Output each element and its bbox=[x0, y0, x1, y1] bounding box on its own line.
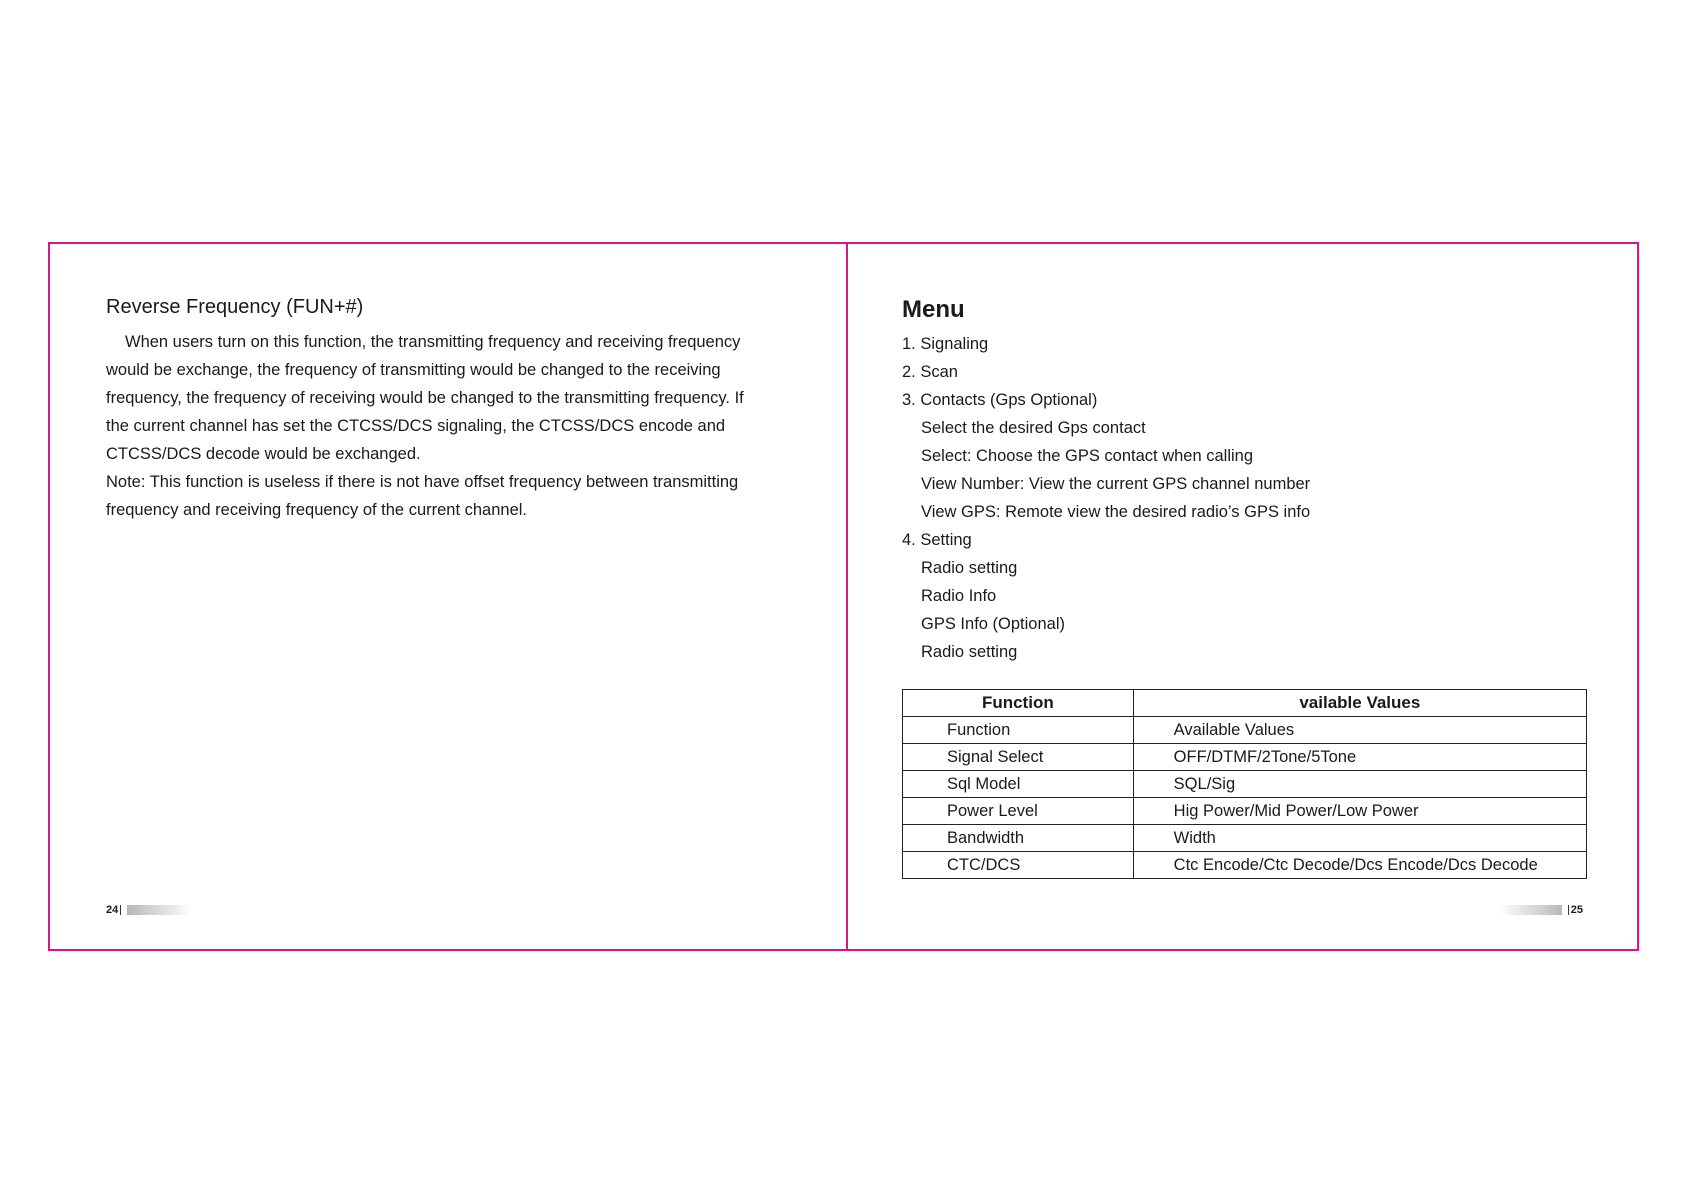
table-row bbox=[903, 744, 1587, 771]
note-line: frequency and receiving frequency of the current channel. bbox=[106, 501, 528, 519]
page-number-right bbox=[1500, 903, 1583, 917]
table-row bbox=[903, 771, 1587, 798]
table-header-row bbox=[903, 690, 1587, 717]
paragraph-line: frequency, the frequency of receiving would be changed to the transmitting frequency. If bbox=[106, 389, 744, 407]
table-row bbox=[903, 717, 1587, 744]
paragraph-line: the current channel has set the CTCSS/DCS signaling, the CTCSS/DCS encode and bbox=[106, 417, 726, 435]
table-row bbox=[903, 825, 1587, 852]
section-title: Reverse Frequency (FUN+#) bbox=[106, 296, 364, 318]
menu-subitem: View Number: View the current GPS channel number bbox=[921, 475, 1311, 493]
menu-title: Menu bbox=[902, 296, 965, 323]
table-header-function: Function bbox=[903, 690, 1134, 717]
menu-subitem: GPS Info (Optional) bbox=[921, 615, 1065, 633]
page-number-text: 25 bbox=[1570, 904, 1583, 916]
menu-item: 4. Setting bbox=[902, 531, 972, 549]
table-cell-value: Hig Power/Mid Power/Low Power bbox=[1133, 798, 1586, 825]
menu-subitem: Radio Info bbox=[921, 587, 997, 605]
menu-subitem: Select: Choose the GPS contact when calling bbox=[921, 447, 1254, 465]
menu-subitem: Select the desired Gps contact bbox=[921, 419, 1146, 437]
manual-spread bbox=[48, 242, 1639, 951]
gradient-bar bbox=[127, 905, 193, 915]
menu-subitem: View GPS: Remote view the desired radio’s GPS info bbox=[921, 503, 1311, 521]
table-cell-function: Bandwidth bbox=[903, 825, 1134, 852]
right-page bbox=[902, 294, 1592, 666]
left-page bbox=[106, 294, 786, 524]
gradient-bar bbox=[1500, 905, 1562, 915]
function-table bbox=[902, 689, 1587, 879]
table-cell-value: SQL/Sig bbox=[1133, 771, 1586, 798]
table-cell-function: Power Level bbox=[903, 798, 1134, 825]
page-number-separator bbox=[120, 905, 121, 915]
table-cell-value: Width bbox=[1133, 825, 1586, 852]
menu-list bbox=[902, 330, 1592, 666]
table-header-values: vailable Values bbox=[1133, 690, 1586, 717]
table-cell-value: Available Values bbox=[1133, 717, 1586, 744]
paragraph-line: CTCSS/DCS decode would be exchanged. bbox=[106, 445, 421, 463]
menu-subitem: Radio setting bbox=[921, 643, 1018, 661]
paragraph-line: would be exchange, the frequency of transmitting would be changed to the receiving bbox=[106, 361, 721, 379]
body-paragraph bbox=[106, 328, 786, 524]
table-cell-function: Signal Select bbox=[903, 744, 1134, 771]
table-row bbox=[903, 852, 1587, 879]
page-divider bbox=[846, 244, 848, 949]
table-row bbox=[903, 798, 1587, 825]
page-number-left bbox=[106, 903, 193, 917]
table-cell-function: Sql Model bbox=[903, 771, 1134, 798]
menu-item: 3. Contacts (Gps Optional) bbox=[902, 391, 1098, 409]
menu-item: 2. Scan bbox=[902, 363, 958, 381]
table-cell-function: CTC/DCS bbox=[903, 852, 1134, 879]
table-cell-value: Ctc Encode/Ctc Decode/Dcs Encode/Dcs Decode bbox=[1133, 852, 1586, 879]
menu-subitem: Radio setting bbox=[921, 559, 1018, 577]
page-number-separator bbox=[1568, 905, 1569, 915]
paragraph-line: When users turn on this function, the transmitting frequency and receiving frequency bbox=[125, 333, 741, 351]
menu-item: 1. Signaling bbox=[902, 335, 989, 353]
table-cell-value: OFF/DTMF/2Tone/5Tone bbox=[1133, 744, 1586, 771]
table-cell-function: Function bbox=[903, 717, 1134, 744]
page-number-text: 24 bbox=[106, 904, 119, 916]
note-line: Note: This function is useless if there is not have offset frequency between transmitting bbox=[106, 473, 739, 491]
